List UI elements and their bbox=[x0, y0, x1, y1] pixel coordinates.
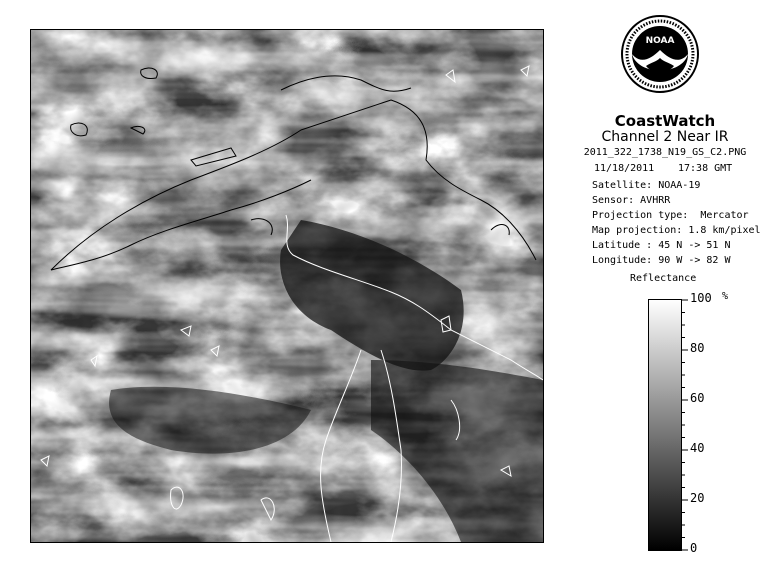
satellite-image bbox=[30, 29, 544, 543]
longitude-range: Longitude: 90 W -> 82 W bbox=[592, 255, 731, 266]
image-time: 17:38 GMT bbox=[678, 163, 733, 174]
sensor-name: Sensor: AVHRR bbox=[592, 195, 671, 206]
reflectance-colorbar bbox=[648, 299, 682, 551]
colorbar-tick-label: 20 bbox=[690, 491, 705, 505]
map-projection: Map projection: 1.8 km/pixel bbox=[592, 225, 761, 236]
legend-title: Reflectance bbox=[630, 273, 697, 284]
product-title: CoastWatch bbox=[614, 112, 716, 130]
colorbar-tick-label: 80 bbox=[690, 341, 705, 355]
image-date: 11/18/2011 bbox=[594, 163, 655, 174]
colorbar-tick-label: 100 bbox=[690, 291, 712, 305]
image-filename: 2011_322_1738_N19_GS_C2.PNG bbox=[583, 147, 747, 158]
colorbar-tick-label: 60 bbox=[690, 391, 705, 405]
colorbar-tick-label: 40 bbox=[690, 441, 705, 455]
reflectance-map bbox=[31, 30, 543, 542]
legend-unit: % bbox=[722, 291, 729, 302]
noaa-logo bbox=[620, 14, 700, 94]
projection-type: Projection type: Mercator bbox=[592, 210, 749, 221]
channel-label: Channel 2 Near IR bbox=[601, 129, 729, 145]
latitude-range: Latitude : 45 N -> 51 N bbox=[592, 240, 731, 251]
colorbar-ticks bbox=[681, 299, 731, 551]
noaa-logo-text: NOAA bbox=[645, 36, 675, 46]
satellite-name: Satellite: NOAA-19 bbox=[592, 180, 701, 191]
colorbar-tick-label: 0 bbox=[690, 541, 698, 555]
